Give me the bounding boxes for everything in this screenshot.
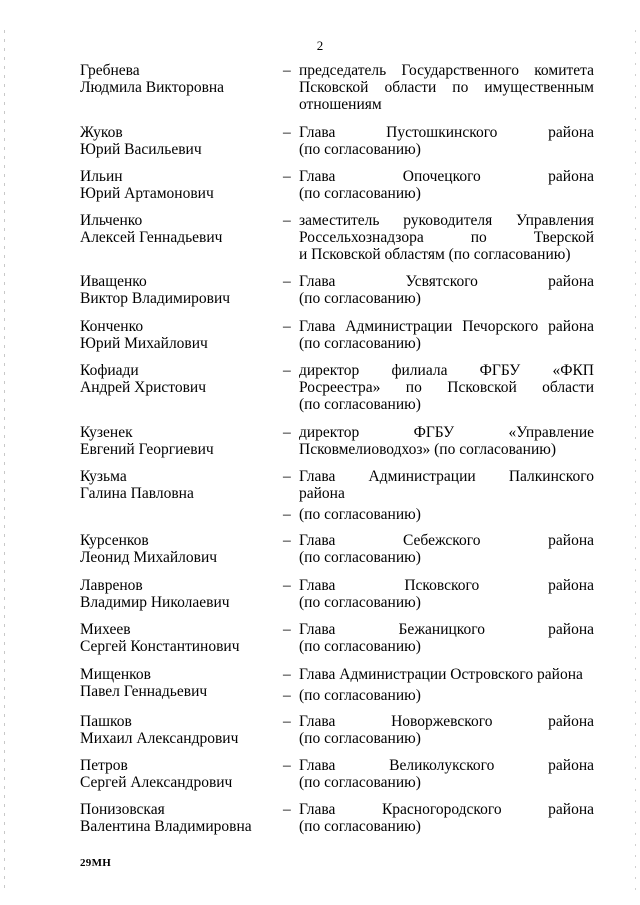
- member-name: [80, 424, 280, 458]
- member-role: [299, 801, 594, 835]
- member-given-names: Юрий Артамонович: [80, 185, 214, 202]
- role-dash: –: [283, 318, 291, 335]
- role-line: Глава Пустошкинского района: [299, 124, 594, 141]
- member-name: [80, 532, 280, 566]
- member-surname: Пашков: [80, 713, 132, 730]
- member-surname: Кофиади: [80, 362, 139, 379]
- member-name: [80, 318, 280, 352]
- member-surname: Ильченко: [80, 212, 143, 229]
- role-line: Глава Администрации Печорского района: [299, 318, 594, 335]
- member-role: [299, 577, 594, 611]
- member-given-names: Юрий Михайлович: [80, 335, 208, 352]
- role-dash: –: [283, 713, 291, 730]
- role-line: Глава Новоржевского района: [299, 713, 594, 730]
- role-line: заместитель руководителя Управления: [299, 212, 594, 229]
- role-dash: –: [283, 801, 291, 818]
- member-surname: Михеев: [80, 621, 131, 638]
- role-dash: –: [283, 212, 291, 229]
- scan-edge-left: [4, 30, 5, 890]
- member-name: [80, 757, 280, 791]
- member-surname: Жуков: [80, 124, 123, 141]
- member-surname: Иващенко: [80, 273, 147, 290]
- role-line: Глава Администрации Палкинского: [299, 468, 594, 485]
- member-role: [299, 713, 594, 747]
- member-given-names: Юрий Васильевич: [80, 141, 202, 158]
- member-role: [299, 757, 594, 791]
- role-dash: –: [283, 124, 291, 141]
- role-dash: –: [283, 362, 291, 379]
- role-line: (по согласованию): [299, 730, 421, 747]
- member-surname: Мищенков: [80, 666, 151, 683]
- member-surname: Кузьма: [80, 468, 127, 485]
- member-name: [80, 577, 280, 611]
- role-line: отношениям: [299, 96, 382, 113]
- member-role-note: (по согласованию): [299, 687, 421, 704]
- role-line: (по согласованию): [299, 549, 421, 566]
- role-line: директор филиала ФГБУ «ФКП: [299, 362, 594, 379]
- role-dash: –: [283, 687, 291, 704]
- member-role: [299, 468, 594, 502]
- member-name: [80, 273, 280, 307]
- member-role: [299, 666, 594, 683]
- member-given-names: Сергей Константинович: [80, 638, 240, 655]
- role-line: председатель Государственного комитета: [299, 62, 594, 79]
- member-role-note: (по согласованию): [299, 506, 421, 523]
- member-name: [80, 621, 280, 655]
- role-dash: –: [283, 468, 291, 485]
- role-line: (по согласованию): [299, 818, 421, 835]
- member-name: [80, 713, 280, 747]
- role-line: Россельхознадзора по Тверской: [299, 229, 594, 246]
- role-dash: –: [283, 62, 291, 79]
- member-role: [299, 168, 594, 202]
- role-dash: –: [283, 666, 291, 683]
- role-line: Глава Бежаницкого района: [299, 621, 594, 638]
- member-name: [80, 801, 280, 835]
- role-dash: –: [283, 621, 291, 638]
- member-surname: Курсенков: [80, 532, 149, 549]
- member-given-names: Евгений Георгиевич: [80, 441, 214, 458]
- document-code: 29МН: [80, 857, 112, 869]
- member-given-names: Владимир Николаевич: [80, 594, 230, 611]
- member-role: [299, 621, 594, 655]
- member-role: [299, 424, 594, 458]
- role-line: (по согласованию): [299, 185, 421, 202]
- member-role: [299, 212, 594, 263]
- member-given-names: Сергей Александрович: [80, 774, 233, 791]
- member-name: [80, 124, 280, 158]
- role-dash: –: [283, 577, 291, 594]
- member-role: [299, 532, 594, 566]
- role-dash: –: [283, 532, 291, 549]
- member-surname: Гребнева: [80, 62, 140, 79]
- role-dash: –: [283, 757, 291, 774]
- member-name: [80, 212, 280, 246]
- member-name: [80, 168, 280, 202]
- member-name: [80, 362, 280, 396]
- role-line: директор ФГБУ «Управление: [299, 424, 594, 441]
- member-surname: Петров: [80, 757, 128, 774]
- role-dash: –: [283, 506, 291, 523]
- role-line: Глава Себежского района: [299, 532, 594, 549]
- role-line: Глава Красногородского района: [299, 801, 594, 818]
- member-role: [299, 124, 594, 158]
- role-line: Росреестра» по Псковской области: [299, 379, 594, 396]
- role-line: Глава Псковского района: [299, 577, 594, 594]
- role-line: Глава Усвятского района: [299, 273, 594, 290]
- role-line: Глава Администрации Островского района: [299, 666, 583, 683]
- role-line: (по согласованию): [299, 335, 421, 352]
- member-surname: Конченко: [80, 318, 144, 335]
- member-role: [299, 362, 594, 413]
- role-line: (по согласованию): [299, 141, 421, 158]
- member-name: [80, 62, 280, 96]
- role-line: Псковмелиоводхоз» (по согласованию): [299, 441, 556, 458]
- page-number: 2: [316, 38, 324, 53]
- role-line: (по согласованию): [299, 396, 421, 413]
- member-role: [299, 62, 594, 113]
- member-given-names: Галина Павловна: [80, 485, 194, 502]
- member-given-names: Павел Геннадьевич: [80, 683, 208, 700]
- member-role: [299, 273, 594, 307]
- role-line: (по согласованию): [299, 638, 421, 655]
- member-given-names: Леонид Михайлович: [80, 549, 218, 566]
- member-given-names: Алексей Геннадьевич: [80, 229, 223, 246]
- member-given-names: Михаил Александрович: [80, 730, 239, 747]
- role-line: Глава Великолукского района: [299, 757, 594, 774]
- member-surname: Лавренов: [80, 577, 143, 594]
- member-given-names: Виктор Владимирович: [80, 290, 231, 307]
- role-line: Псковской области по имущественным: [299, 79, 594, 96]
- member-surname: Кузенек: [80, 424, 133, 441]
- member-role: [299, 318, 594, 352]
- member-given-names: Валентина Владимировна: [80, 818, 252, 835]
- role-line: (по согласованию): [299, 290, 421, 307]
- role-line: (по согласованию): [299, 774, 421, 791]
- role-line: и Псковской областям (по согласованию): [299, 246, 571, 263]
- member-given-names: Людмила Викторовна: [80, 79, 225, 96]
- member-name: [80, 468, 280, 502]
- member-given-names: Андрей Христович: [80, 379, 207, 396]
- role-dash: –: [283, 168, 291, 185]
- scan-edge-right: [635, 30, 636, 890]
- role-line: района: [299, 485, 345, 502]
- member-surname: Понизовская: [80, 801, 165, 818]
- role-dash: –: [283, 273, 291, 290]
- role-line: Глава Опочецкого района: [299, 168, 594, 185]
- role-line: (по согласованию): [299, 594, 421, 611]
- member-name: [80, 666, 280, 700]
- role-dash: –: [283, 424, 291, 441]
- member-surname: Ильин: [80, 168, 123, 185]
